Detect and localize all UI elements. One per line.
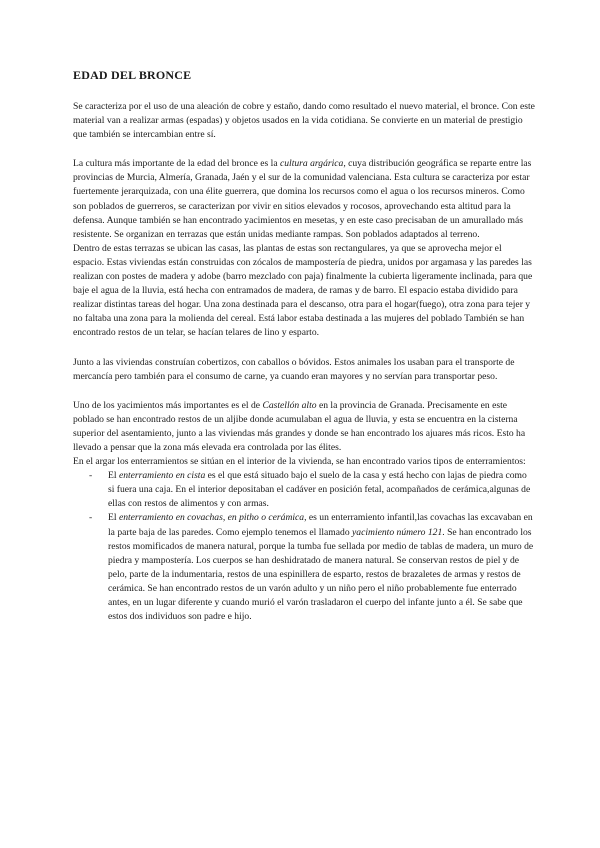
list-bullet: - bbox=[89, 512, 93, 524]
text-run: , cuya distribución geográfica se reparte entre las provincias de Murcia, Almería, Granada, Jaén y el sur de la comunidad valenciana. Esta cultura se caracteriza por estar fuertemente jerarquizada, con una élite guerrera, que domina los recursos como el agua o los recursos mineros. Como son poblados de guerreros, se caracterizan por vivir en sitios elevados y rocosos, aprovechando esta altitud para la defensa. Aunque también se han encontrado yacimientos en mesetas, y en este caso precisaban de un amurallado más resistente. Se organizan en terrazas que están unidas mediante rampas. Son poblados adaptados al terreno. bbox=[73, 158, 532, 240]
list-item-cista bbox=[73, 469, 535, 511]
emphasis-cultura-argarica: cultura argárica bbox=[279, 158, 344, 170]
list-item-covachas bbox=[73, 511, 535, 624]
text-run: La cultura más importante de la edad del bronce es la bbox=[73, 158, 280, 170]
burial-types-list bbox=[73, 469, 535, 624]
text-run: . Se han encontrado los restos momificados de manera natural, porque la tumba fue sellada por medio de tablas de madera, un muro de piedra y mampostería. Los cuerpos se han deshidratado de manera natural. Se conservan restos de piel y de pelo, parte de la indumentaria, restos de una espinillera de esparto, restos de brazaletes de armas y restos de cerámica. Se han encontrado restos de un varón adulto y un niño pero el niño probablemente fue enterrado antes, en un lugar diferente y cuando murió el varón trasladaron el cuerpo del infante junto a él. Se sabe que estos dos individuos son padre e hijo. bbox=[108, 526, 534, 623]
emphasis-enterramiento-cista: enterramiento en cista bbox=[118, 470, 206, 482]
paragraph-castellon-alto bbox=[73, 399, 535, 455]
list-bullet: - bbox=[89, 470, 93, 482]
paragraph-burials-intro: En el argar los enterramientos se sitúan en el interior de la vivienda, se han encontrado varios tipos de enterramientos: bbox=[73, 456, 526, 468]
emphasis-enterramiento-covachas: enterramiento en covachas, en pitho o cerámica bbox=[118, 512, 305, 524]
paragraph-argaric-culture bbox=[73, 157, 535, 242]
text-run: es el que está situado bajo el suelo de la casa y está hecho con lajas de piedra como si fuera una caja. En el interior depositaban el cadáver en posición fetal, acompañados de cerámica,algunas de ellas con restos de alimentos y con armas. bbox=[108, 470, 531, 510]
emphasis-yacimiento-121: yacimiento número 121 bbox=[352, 526, 443, 538]
text-run: Uno de los yacimientos más importantes es el de bbox=[73, 399, 263, 411]
paragraph-houses: Dentro de estas terrazas se ubican las casas, las plantas de estas son rectangulares, ya que se aprovecha mejor el espacio. Estas viviendas están construidas con zócalos de mampostería de piedra, unidos por argamasa y las paredes las realizan con postes de madera y adobe (barro mezclado con paja) finalmente la cubierta ligeramente inclinada, para que baje el agua de la lluvia, está hecha con entramados de madera, de ramas y de barro. El espacio estaba dividido para realizar distintas tareas del hogar. Una zona destinada para el descanso, otra para el hogar(fuego), otra zona para tejer y no faltaba una zona para la molienda del cereal. Está labor estaba destinada a las mujeres del poblado También se han encontrado restos de un telar, se hacían telares de lino y esparto. bbox=[73, 242, 533, 339]
page-title: EDAD DEL BRONCE bbox=[73, 68, 192, 82]
paragraph-sheds: Junto a las viviendas construían cobertizos, con caballos o bóvidos. Estos animales los usaban para el transporte de mercancía pero también para el consumo de carne, ya cuando eran mayores y no servían para transportar peso. bbox=[73, 356, 515, 382]
text-run: El bbox=[108, 512, 119, 524]
text-run: , es un enterramiento infantil,las covachas las excavaban en la parte baja de las paredes. Como ejemplo tenemos el llamado bbox=[108, 512, 533, 538]
text-run: El bbox=[108, 470, 119, 482]
paragraph-intro: Se caracteriza por el uso de una aleación de cobre y estaño, dando como resultado el nuevo material, el bronce. Con este material van a realizar armas (espadas) y objetos usados en la vida cotidiana. Se convierte en un material de prestigio que también se intercambian entre sí. bbox=[73, 101, 535, 141]
text-run: en la provincia de Granada. Precisamente en este poblado se han encontrado restos de un aljibe donde acumulaban el agua de lluvia, y esta se encuentra en la cisterna superior del asentamiento, junto a las viviendas más grandes y donde se han encontrado los ajuares más ricos. Esto ha llevado a pensar que la zona más elevada era controlada por las élites. bbox=[73, 399, 526, 453]
document-body bbox=[73, 68, 535, 624]
emphasis-castellon-alto: Castellón alto bbox=[262, 399, 317, 411]
